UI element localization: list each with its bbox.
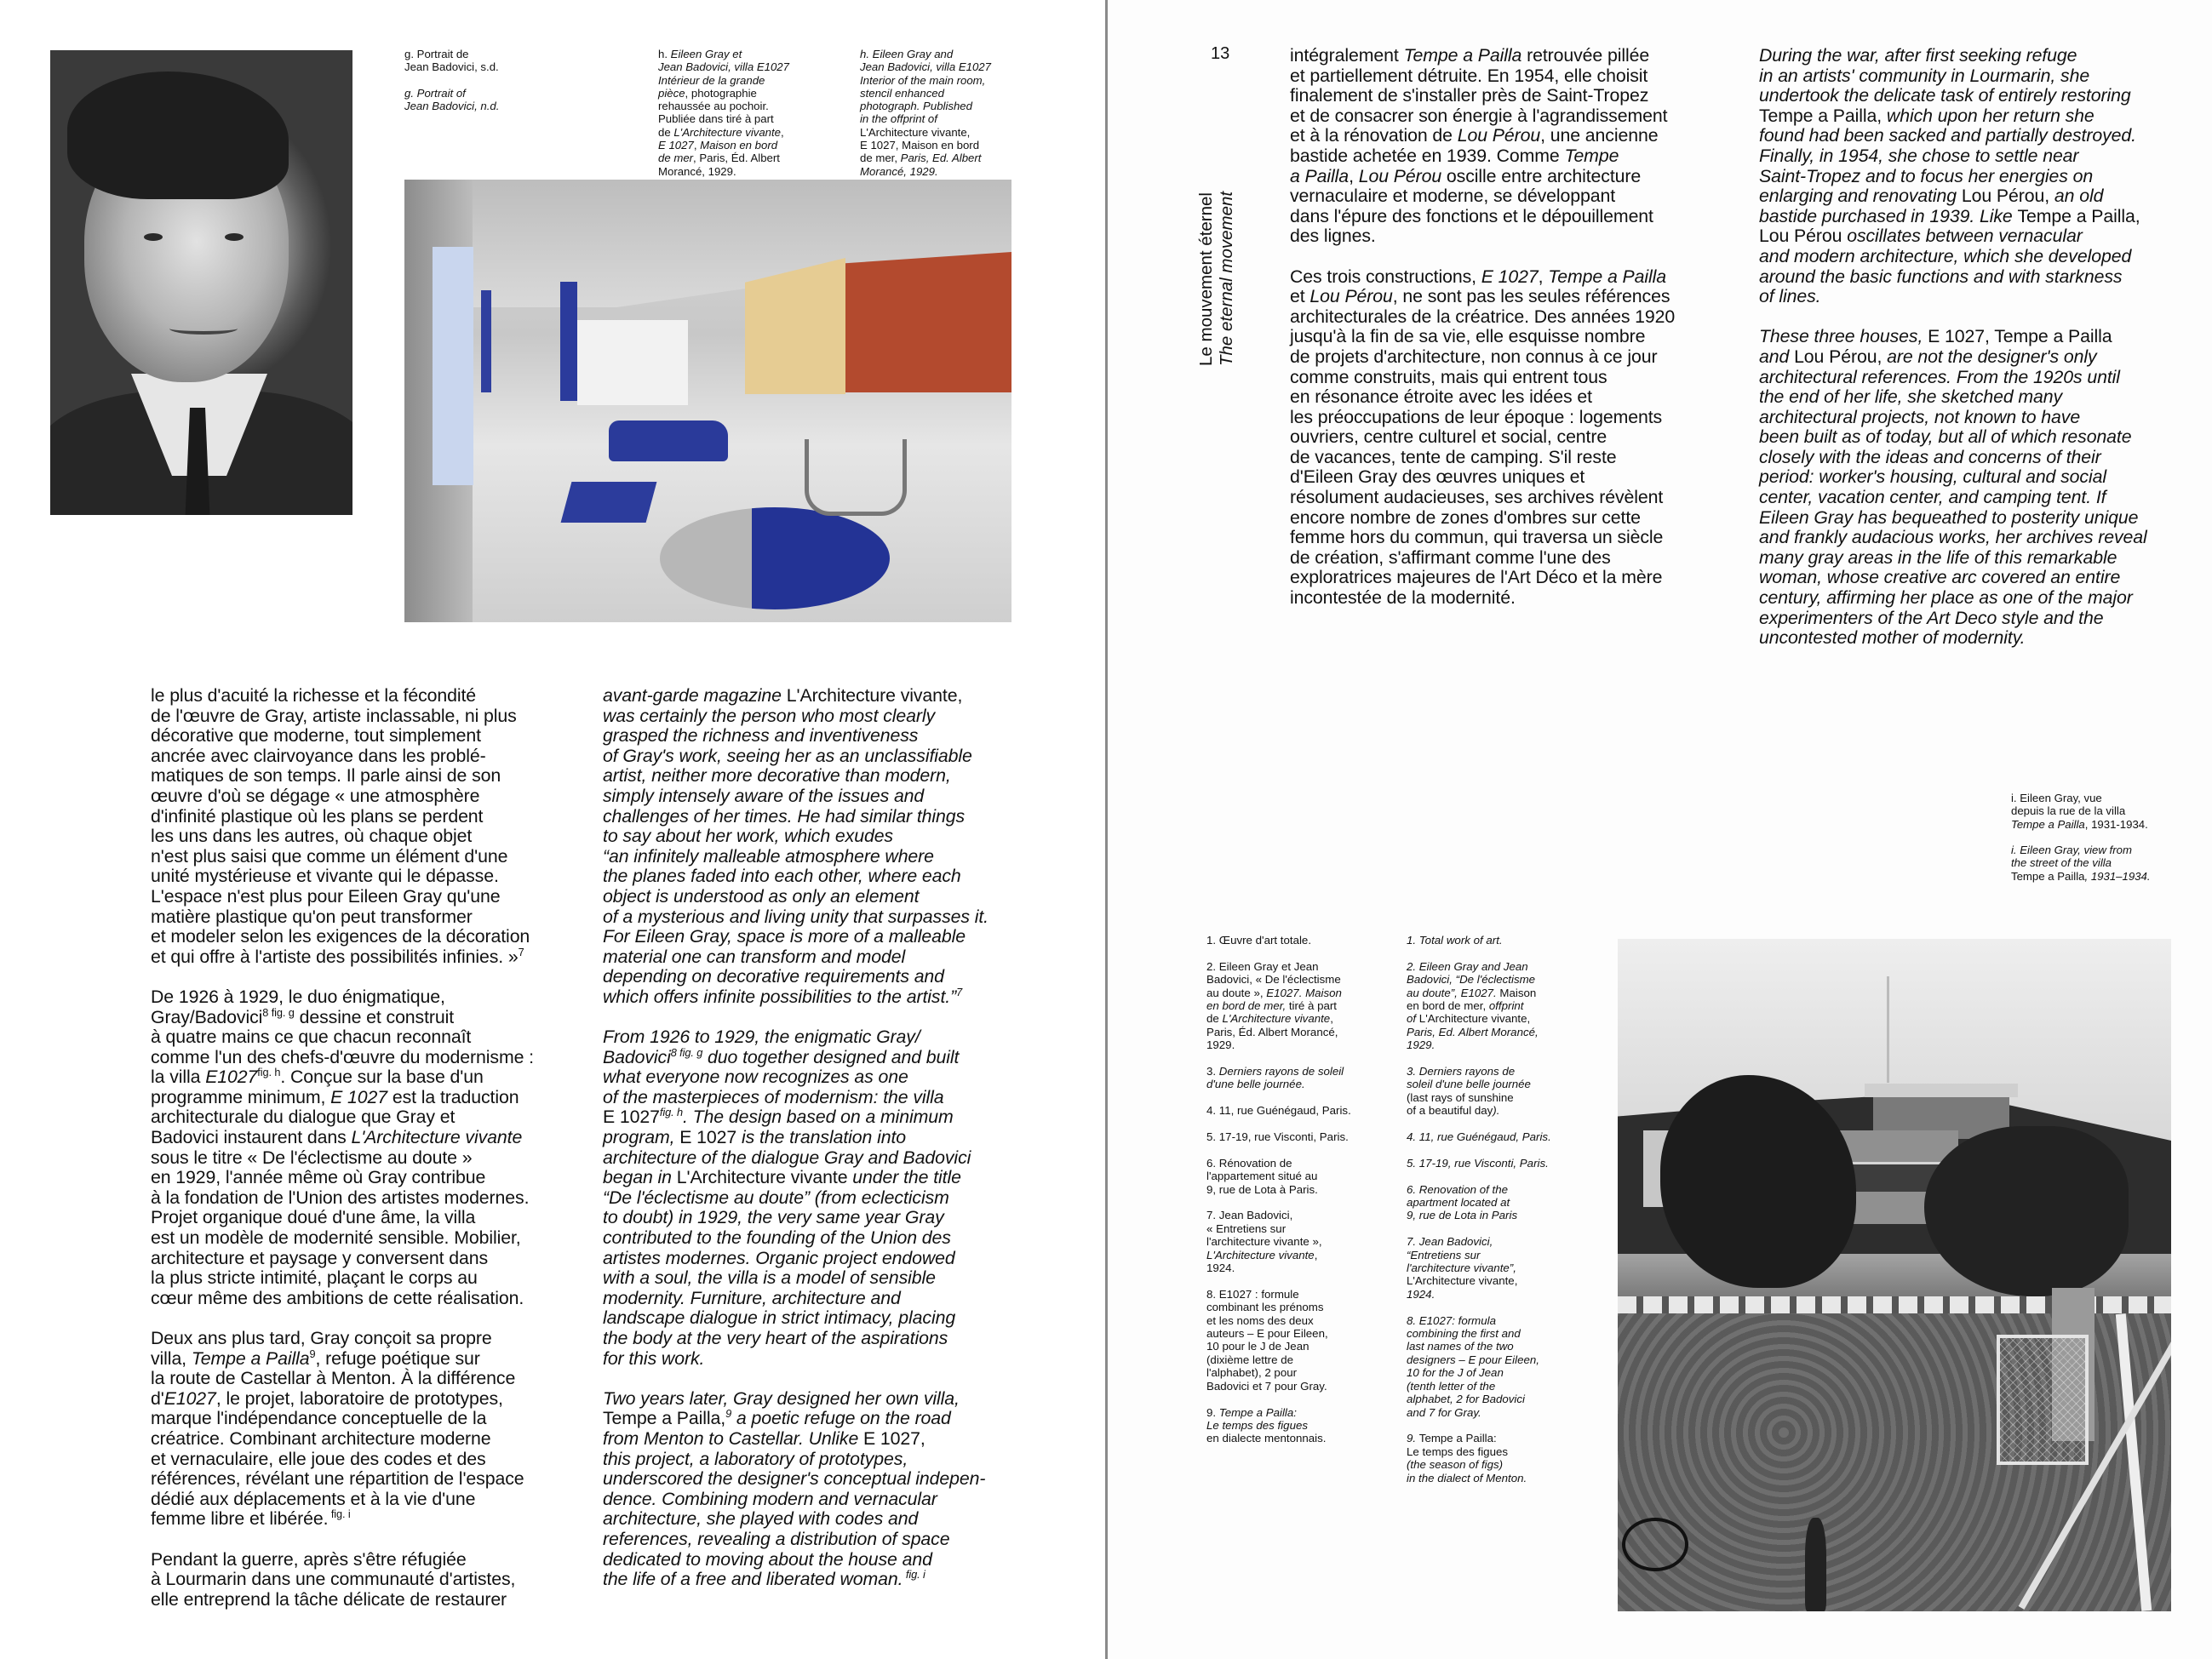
- footnote: [1407, 1157, 1577, 1170]
- text-run: . The design based on a minimum program,: [603, 1107, 954, 1148]
- text-run: sous le titre « De l'éclectisme au doute » en 1929, l'année même où Gray contribue à la fondation de l'Union des artistes modernes. Projet organique doué d'une âme, la villa est un modèle de modernité sensible. Mobilier, architecture et paysage y conversent dans la plus stricte intimité, plaçant le corps au cœur même des ambitions de cette réalisation.: [151, 1147, 530, 1308]
- caption-part: stencil enhanced: [860, 86, 944, 100]
- text-run: intégralement: [1290, 45, 1404, 66]
- caption-fig-h-en-text: [860, 48, 1009, 178]
- caption-part: E 1027: [658, 139, 694, 152]
- left-french-column: [151, 686, 568, 1610]
- caption-fig-i-fr: [2011, 792, 2198, 831]
- text-run: . Conçue sur la base d'un programme minimum,: [151, 1067, 484, 1107]
- text-run: 7. Jean Badovici, « Entretiens sur l'architecture vivante »,: [1206, 1209, 1322, 1249]
- text-run: E 1027,: [863, 1427, 925, 1449]
- text-run: Tempe a Pailla: [1290, 145, 1619, 186]
- caption-part: h.: [658, 48, 671, 60]
- text-run: 6. Renovation of the apartment located at 9, rue de Lota in Paris: [1407, 1182, 1518, 1222]
- figure-ref: fig. h: [257, 1066, 281, 1079]
- footnote: [1407, 1183, 1577, 1222]
- portrait-photo-badovici: [50, 50, 352, 515]
- text-run: tiré à part de: [1206, 999, 1338, 1026]
- text-run: Derniers rayons de soleil d'une belle journée.: [1206, 1065, 1344, 1091]
- caption-part: de: [658, 125, 674, 139]
- text-run: is the translation into architecture of the dialogue Gray and Badovici began in: [603, 1127, 971, 1188]
- interior-blue-rug: [561, 482, 657, 523]
- caption-part: Maison en bord: [700, 139, 778, 152]
- text-run: Tempe a Pailla: [1403, 45, 1522, 66]
- text-run: this project, a laboratory of prototypes, underscored the designer's conceptual indepen- dence. Combining modern and vernacular architecture, she played with codes and references, revealing a distribution of space dedicated to moving about the house and the life of a free and liberated woman.: [603, 1448, 986, 1590]
- caption-part: , 1931-1934.: [2084, 817, 2148, 831]
- paragraph: [603, 1027, 1020, 1369]
- paragraph: [1290, 267, 1733, 609]
- paragraph: [1759, 327, 2185, 649]
- text-run: , Paris, Éd. Albert Morancé, 1929.: [1206, 1012, 1338, 1052]
- caption-part: , Paris, Éd. Albert: [693, 152, 780, 165]
- text-run: en dialecte mentonnais.: [1206, 1432, 1327, 1445]
- text-run: 1. Œuvre d'art totale.: [1206, 934, 1312, 947]
- text-run: 3. Derniers rayons de soleil d'une belle journée: [1407, 1065, 1531, 1091]
- text-run: , ne sont pas les seules références architecturales de la créatrice. Des années 1920 jusqu'à la fin de sa vie, elle esquisse nombre de projets d'architecture, non connus à ce jour comme construits, mais qui entrent tous en résonance étroite avec les idées et les préoccupations de leur époque : logements ouvriers, centre culturel et social, centre de vacances, tente de camping. S'il reste d'Eileen Gray des œuvres uniques et résolument audacieuses, ses archives révèlent encore nombre de zones d'ombres sur cette femme hors du commun, qui traversa un siècle de création, s'affirmant comme l'une des exploratrices majeures de l'Art Déco et la mère incontestée de la modernité.: [1290, 286, 1676, 609]
- text-run: Pendant la guerre, après s'être réfugiée à Lourmarin dans une communauté d'artistes, elle entreprend la tâche délicate de restaurer: [151, 1548, 516, 1610]
- text-run: under the title “De l'éclectisme au doute” (from eclecticism to doubt) in 1929, the very same year Gray contributed to the founding of the Union des artistes modernes. Organic project endowed with a soul, the villa is a model of sensible modernity. Furniture, architecture and landscape dialogue in strict intimacy, placing the body at the very heart of the aspirations for this work.: [603, 1167, 961, 1369]
- text-run: Two years later, Gray designed her own villa,: [603, 1387, 960, 1409]
- text-run: L'Architecture vivante,: [1407, 1274, 1518, 1288]
- text-run: was certainly the person who most clearly grasped the richness and inventiveness of Gray's work, seeing her as an unclassifiable artist, neither more decorative than modern, simply intensely aware of the issues and challenges of her times. He had similar things to say about her work, which exudes “an infinitely malleable atmosphere where the planes faded into each other, where each object is understood as only an element of a mysterious and living unity that surpasses it. For Eileen Gray, space is more of a malleable material one can transform and model depending on decorative requirements and which offers infinite possibilities to the artist.”: [603, 705, 989, 1007]
- paragraph: [1759, 46, 2185, 307]
- footnote: [1407, 1314, 1577, 1419]
- caption-line: g. Portrait de: [404, 48, 469, 60]
- text-run: 2. Eileen Gray and Jean Badovici, “De l'éclectisme au doute”, E1027.: [1407, 959, 1536, 999]
- villa-bicycle: [1622, 1518, 1688, 1571]
- text-run: E 1027, Tempe a Pailla: [1928, 326, 2112, 347]
- text-run: E 1027: [603, 1107, 660, 1128]
- text-run: et: [1290, 286, 1305, 307]
- text-run: (last rays of sunshine of a beautiful day: [1407, 1090, 1514, 1118]
- text-run: 4. 11, rue Guénégaud, Paris.: [1407, 1130, 1551, 1144]
- text-run: 2. Eileen Gray et Jean Badovici, « De l'éclectisme au doute »,: [1206, 959, 1341, 999]
- text-run: 9.: [1407, 1432, 1419, 1445]
- caption-part: i. Eileen Gray, view from the street of the villa: [2011, 844, 2132, 870]
- text-run: 5. 17-19, rue Visconti, Paris.: [1206, 1130, 1349, 1144]
- text-run: E1027: [205, 1067, 258, 1088]
- text-run: Tempe a Pailla,: [1759, 105, 1882, 126]
- footnote: [1407, 1130, 1577, 1143]
- right-english-column: [1759, 46, 2185, 649]
- text-run: 1. Total work of art.: [1407, 934, 1503, 947]
- footnote: [1206, 1209, 1368, 1274]
- text-run: a poetic refuge on the road from Menton to Castellar. Unlike: [603, 1408, 951, 1449]
- footnote: [1407, 1235, 1577, 1301]
- text-run: ).: [1493, 1104, 1500, 1118]
- caption-fig-h-en: [860, 48, 1009, 191]
- interior-red-wall: [845, 252, 1011, 392]
- text-run: Tempe a Pailla: Le temps des figues: [1206, 1405, 1309, 1432]
- right-french-column: [1290, 46, 1733, 609]
- portrait-mouth: [169, 323, 238, 335]
- text-run: From 1926 to 1929, the enigmatic Gray/ Badovici: [603, 1027, 920, 1067]
- caption-fig-g-en: [404, 87, 549, 113]
- paragraph: [1290, 46, 1733, 247]
- caption-part: Intérieur de la grande: [658, 73, 765, 87]
- text-run: ,: [1349, 165, 1359, 186]
- caption-part: Eileen Gray et: [670, 48, 742, 60]
- paragraph: [151, 987, 568, 1309]
- text-run: Maison en bord de mer,: [1407, 986, 1537, 1013]
- page-number: 13: [1211, 44, 1230, 63]
- text-run: L'Architecture vivante: [1222, 1012, 1331, 1026]
- text-run: Tempe a Pailla: [1548, 266, 1666, 287]
- text-run: avant-garde magazine: [603, 685, 787, 706]
- caption-part: photograph. Published: [860, 100, 972, 113]
- paragraph: [603, 686, 1020, 1008]
- footnote: [1206, 960, 1368, 1052]
- text-run: , une ancienne bastide achetée en 1939. Comme: [1290, 125, 1659, 166]
- text-run: ,: [1538, 266, 1549, 287]
- text-run: Lou Pérou,: [1961, 186, 2050, 207]
- text-run: L'Architecture vivante: [1206, 1248, 1315, 1261]
- caption-part: , photographie: [685, 86, 757, 100]
- portrait-eye-right: [225, 233, 244, 241]
- text-run: Lou Pérou: [1309, 286, 1393, 307]
- caption-line: Jean Badovici, n.d.: [404, 100, 500, 113]
- text-run: Lou Pérou,: [1794, 346, 1882, 367]
- text-run: E 1027: [679, 1127, 737, 1148]
- portrait-eye-left: [144, 233, 163, 241]
- text-run: Deux ans plus tard, Gray conçoit sa propre villa,: [151, 1328, 492, 1369]
- figure-ref: fig. i: [328, 1507, 351, 1521]
- footnote-ref: 8 fig. g: [262, 1005, 295, 1019]
- footnotes-fr: [1206, 934, 1368, 1458]
- text-run: oscillates between vernacular and modern architecture, which she developed around the basic functions and with starkness of lines.: [1759, 226, 2132, 307]
- text-run: oscille entre architecture vernaculaire et moderne, se développant dans l'épure des fonctions et le dépouillement des lignes.: [1290, 165, 1653, 247]
- text-run: Ces trois constructions,: [1290, 266, 1481, 287]
- caption-fig-h-fr: [658, 48, 794, 191]
- interior-photo-e1027: [404, 180, 1011, 622]
- footnote: [1407, 960, 1577, 1052]
- text-run: 7. Jean Badovici, “Entretiens sur l'architecture vivante”,: [1407, 1235, 1516, 1275]
- text-run: 3.: [1206, 1065, 1219, 1078]
- text-run: which upon her return she found had been sacked and partially destroyed. Finally, in 1954, she chose to settle near Saint-Tropez and to focus her energies on enlarging and renovating: [1759, 105, 2136, 207]
- text-run: , le projet, laboratoire de prototypes, marque l'indépendance conceptuelle de la créatrice. Combinant architecture moderne et vernaculaire, elle joue des codes et des références, révélant une répartition de l'espace dédié aux déplacements et à la vie d'une femme libre et libérée.: [151, 1387, 524, 1530]
- footnote-ref: 7: [956, 985, 963, 998]
- text-run: E1027: [163, 1387, 216, 1409]
- caption-part: h. Eileen Gray and: [860, 48, 954, 60]
- text-run: E 1027: [330, 1086, 388, 1107]
- text-run: Paris, Ed. Albert Morancé, 1929.: [1407, 1025, 1539, 1052]
- text-run: Lou Pérou: [1457, 125, 1541, 146]
- text-run: est la traduction architecturale du dialogue que Gray et Badovici instaurent dans: [151, 1086, 519, 1148]
- caption-part: de mer,: [860, 152, 901, 165]
- paragraph: [151, 686, 568, 967]
- caption-part: ,: [693, 139, 701, 152]
- text-run: and: [1759, 346, 1790, 367]
- footnote: [1206, 1406, 1368, 1445]
- text-run: 6. Rénovation de l'appartement situé au 9, rue de Lota à Paris.: [1206, 1156, 1318, 1196]
- caption-line: Jean Badovici, s.d.: [404, 60, 499, 74]
- text-run: Lou Pérou: [1358, 165, 1442, 186]
- caption-part: de mer: [658, 152, 694, 165]
- caption-part: in the offprint of: [860, 112, 937, 126]
- text-run: L'Architecture vivante: [351, 1127, 523, 1148]
- caption-part: Publiée dans tiré à part: [658, 112, 774, 126]
- caption-part: Jean Badovici, villa E1027: [658, 60, 789, 74]
- paragraph: [151, 1329, 568, 1530]
- text-run: These three houses,: [1759, 326, 1928, 347]
- caption-part: Morancé, 1929.: [860, 164, 938, 178]
- text-run: De 1926 à 1929, le duo énigmatique, Gray/Badovici: [151, 986, 445, 1027]
- interior-blue-panel: [560, 282, 577, 401]
- text-run: E 1027: [1481, 266, 1539, 287]
- footnote-ref: 9: [725, 1407, 732, 1421]
- running-title-rotated: [1196, 192, 1237, 366]
- caption-fig-i-en: [2011, 844, 2198, 883]
- text-run: L'Architecture vivante: [676, 1167, 848, 1188]
- footnote: [1206, 1288, 1368, 1393]
- figure-ref: fig. i: [903, 1568, 925, 1582]
- caption-line: g. Portrait of: [404, 86, 466, 100]
- caption-part: Tempe a Pailla: [2011, 869, 2085, 883]
- text-run: L'Architecture vivante,: [1418, 1012, 1531, 1026]
- running-title-en: The eternal movement: [1217, 191, 1236, 366]
- footnote: [1206, 1130, 1368, 1143]
- interior-round-rug: [660, 507, 890, 609]
- caption-fig-g-fr: [404, 48, 549, 74]
- left-english-column: [603, 686, 1020, 1590]
- footnote: [1206, 1104, 1368, 1117]
- text-run: (the season of figs) in the dialect of Menton.: [1407, 1458, 1527, 1485]
- text-run: Lou Pérou: [1759, 226, 1842, 247]
- interior-blue-column: [481, 290, 491, 392]
- text-run: 9.: [1206, 1405, 1219, 1419]
- figure-ref: fig. h: [659, 1106, 683, 1119]
- caption-part: Tempe a Pailla: [2011, 817, 2085, 831]
- text-run: , refuge poétique sur la route de Castellar à Menton. À la différence d': [151, 1347, 516, 1409]
- caption-part: L'Architecture vivante,: [860, 125, 971, 139]
- text-run: Tempe a Pailla,: [603, 1408, 726, 1429]
- text-run: dessine et construit à quatre mains ce que chacun reconnaît comme l'un des chefs-d'œuvre du modernisme : la villa: [151, 1006, 534, 1088]
- text-run: , 1924.: [1206, 1248, 1318, 1275]
- interior-pale-blue-panel: [433, 247, 473, 485]
- caption-fig-g: [404, 48, 549, 126]
- interior-transat-chair: [805, 439, 907, 516]
- villa-tree-right: [1924, 1126, 2129, 1296]
- text-run: retrouvée pillée et partiellement détruite. En 1954, elle choisit finalement de s'installer près de Saint-Tropez et de consacrer son énergie à l'agrandissement et à la rénovation de: [1290, 45, 1668, 146]
- caption-part: , 1931–1934.: [2084, 869, 2151, 883]
- villa-photo-tempe-a-pailla: [1618, 939, 2171, 1611]
- caption-part: rehaussée au pochoir.: [658, 100, 769, 113]
- portrait-hair: [67, 72, 289, 199]
- villa-roof-slab: [1865, 1084, 2018, 1097]
- running-title-fr: Le mouvement éternel: [1196, 192, 1216, 366]
- footnote: [1407, 934, 1577, 947]
- text-run: le plus d'acuité la richesse et la fécondité de l'œuvre de Gray, artiste inclassable, ni plus décorative que moderne, tout simplement ancrée avec clairvoyance dans les problé- matiques de son temps. Il parle ainsi de son œuvre d'où se dégage « une atmosphère d'infinité plastique où les plans se perdent les uns dans les autres, où chaque objet n'est plus saisi que comme un élément d'une unité mystérieuse et vivante qui le dépasse. L'espace n'est plus pour Eileen Gray qu'une matière plastique qu'on peut transformer et modeler selon les exigences de la décoration et qui offre à l'artiste des possibilités infinies. »: [151, 685, 530, 967]
- footnote: [1407, 1432, 1577, 1485]
- caption-part: E 1027, Maison en bord: [860, 139, 980, 152]
- caption-part: Jean Badovici, villa E1027: [860, 60, 991, 74]
- text-run: are not the designer's only architectural references. From the 1920s until the end of her life, she sketched many architectural projects, not known to have been built as of today, but all of which resonate closely with the ideas and concerns of their period: worker's housing, cultural and social center, vacation center, and camping tent. If Eileen Gray has bequeathed to posterity unique and frankly audacious works, her archives reveal many gray areas in the life of this remarkable woman, whose creative arc covered an entire century, affirming her place as one of the major experimenters of the Art Deco style and the uncontested mother of modernity.: [1759, 346, 2147, 649]
- text-run: Tempe a Pailla,: [2017, 205, 2140, 226]
- villa-mesh-gate: [1997, 1335, 2089, 1465]
- caption-part: Interior of the main room,: [860, 73, 986, 87]
- text-run: L'Architecture vivante,: [786, 685, 963, 706]
- text-run: duo together designed and built what everyone now recognizes as one of the masterpieces of modernism: the villa: [603, 1046, 960, 1107]
- footnotes-en: [1407, 934, 1577, 1497]
- caption-part: Morancé, 1929.: [658, 164, 736, 178]
- footnote: [1206, 1157, 1368, 1196]
- footnote-ref: 7: [518, 945, 524, 958]
- interior-white-block: [577, 320, 688, 405]
- footnote: [1407, 1065, 1577, 1118]
- paragraph: [603, 1389, 1020, 1590]
- caption-fig-i: [2011, 792, 2198, 895]
- caption-part: Paris, Ed. Albert: [900, 152, 982, 165]
- caption-part: L'Architecture vivante: [673, 125, 782, 139]
- text-run: E1027. Maison en bord de mer,: [1206, 986, 1342, 1013]
- caption-part: pièce: [658, 86, 685, 100]
- paragraph: [151, 1550, 568, 1610]
- text-run: During the war, after first seeking refuge in an artists' community in Lourmarin, she undertook the delicate task of entirely restoring: [1759, 45, 2131, 106]
- caption-part: i. Eileen Gray, vue depuis la rue de la villa: [2011, 792, 2126, 818]
- footnote-ref: 8 fig. g: [670, 1045, 703, 1059]
- caption-fig-h-fr-text: [658, 48, 794, 178]
- text-run: 5. 17-19, rue Visconti, Paris.: [1407, 1156, 1549, 1170]
- text-run: an old bastide purchased in 1939. Like: [1759, 186, 2104, 226]
- text-run: 4. 11, rue Guénégaud, Paris.: [1206, 1104, 1351, 1118]
- text-run: 8. E1027: formula combining the first and last names of the two designers – E pour Eileen, 10 for the J of Jean (tenth letter of the alphabet, 2 for Badovici and 7 for Gray.: [1407, 1313, 1539, 1419]
- villa-photographer-shadow: [1805, 1518, 1826, 1611]
- text-run: Tempe a Pailla: [191, 1347, 310, 1369]
- text-run: offprint of: [1407, 999, 1524, 1026]
- footnote-ref: 9: [309, 1347, 316, 1360]
- villa-flagpole: [1887, 976, 1889, 1083]
- text-run: 8. E1027 : formule combinant les prénoms et les noms des deux auteurs – E pour Eileen, 10 pour le J de Jean (dixième lettre de l'alphabet), 2 pour Badovici et 7 pour Gray.: [1206, 1287, 1328, 1393]
- footnote: [1206, 934, 1368, 947]
- interior-blue-divan: [609, 420, 728, 461]
- footnote: [1206, 1065, 1368, 1091]
- caption-part: ,: [781, 125, 784, 139]
- text-run: 1924.: [1407, 1287, 1436, 1301]
- text-run: Tempe a Pailla: Le temps des figues: [1407, 1432, 1509, 1458]
